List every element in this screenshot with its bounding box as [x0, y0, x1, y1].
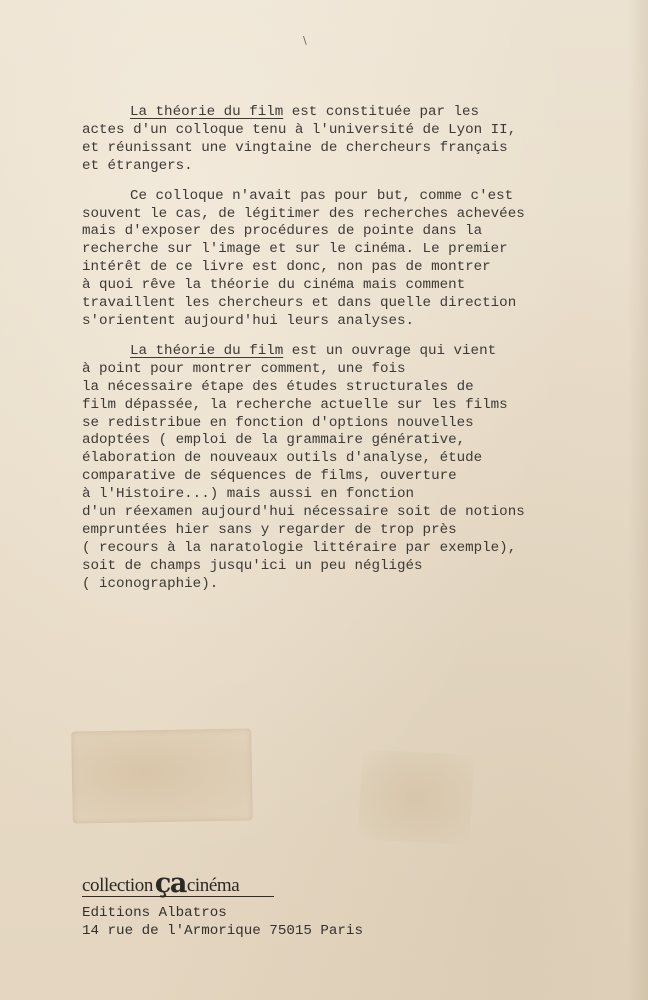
blurb-text — [82, 104, 572, 606]
publisher-block — [82, 904, 363, 940]
text-line: ( recours à la naratologie littéraire par exemple), — [82, 539, 517, 556]
logo-word-ca: ça — [154, 868, 186, 899]
print-speck: \ — [303, 34, 307, 47]
text-line: comparative de séquences de films, ouverture — [82, 468, 457, 485]
text-line: à quoi rêve la théorie du cinéma mais comment — [82, 277, 466, 294]
text-line: film dépassée, la recherche actuelle sur les films — [82, 396, 508, 413]
logo-word-collection: collection — [82, 875, 153, 896]
text-line: à l'Histoire...) mais aussi en fonction — [82, 486, 415, 503]
text-line: à point pour montrer comment, une fois — [82, 360, 406, 377]
text-line-rest: est un ouvrage qui vient — [283, 342, 497, 359]
text-line: élaboration de nouveaux outils d'analyse, étude — [82, 450, 483, 467]
text-line: mais d'exposer des procédures de pointe dans la — [82, 223, 483, 240]
publisher-address: 14 rue de l'Armorique 75015 Paris — [82, 923, 363, 939]
tape-stain-left — [71, 728, 253, 823]
text-line: s'orientent aujourd'hui leurs analyses. — [82, 312, 415, 329]
text-line: Ce colloque n'avait pas pour but, comme c'est — [130, 187, 514, 204]
text-line: se redistribue en fonction d'options nouvelles — [82, 414, 474, 431]
paragraph-2 — [82, 188, 572, 331]
text-line: intérêt de ce livre est donc, non pas de montrer — [82, 259, 491, 276]
page-edge-shadow — [628, 0, 648, 1000]
text-line: adoptées ( emploi de la grammaire générative, — [82, 432, 466, 449]
text-line: soit de champs jusqu'ici un peu négligés — [82, 557, 423, 574]
text-line-rest: est constituée par les — [283, 104, 480, 120]
text-line: souvent le cas, de légitimer des recherches achevées — [82, 205, 525, 222]
text-line: travaillent les chercheurs et dans quelle direction — [82, 295, 517, 312]
text-line: ( iconographie). — [82, 575, 219, 592]
collection-logo — [82, 868, 274, 897]
tape-stain-right — [358, 749, 475, 845]
paragraph-3 — [82, 343, 572, 594]
text-line: et étrangers. — [82, 157, 193, 174]
text-line: d'un réexamen aujourd'hui nécessaire soit de notions — [82, 504, 525, 521]
paragraph-1 — [82, 104, 572, 176]
logo-word-cinema: cinéma — [186, 875, 240, 896]
book-title-reference: La théorie du film — [130, 104, 284, 120]
publisher-name: Editions Albatros — [82, 905, 227, 921]
text-line: la nécessaire étape des études structurales de — [82, 378, 474, 395]
text-line — [82, 104, 572, 122]
text-line: et réunissant une vingtaine de chercheurs français — [82, 139, 508, 156]
text-line: actes d'un colloque tenu à l'université de Lyon II, — [82, 121, 517, 138]
text-line: empruntées hier sans y regarder de trop près — [82, 521, 457, 538]
book-title-reference: La théorie du film — [130, 342, 284, 359]
text-line — [82, 343, 572, 361]
text-line: recherche sur l'image et sur le cinéma. Le premier — [82, 241, 508, 258]
